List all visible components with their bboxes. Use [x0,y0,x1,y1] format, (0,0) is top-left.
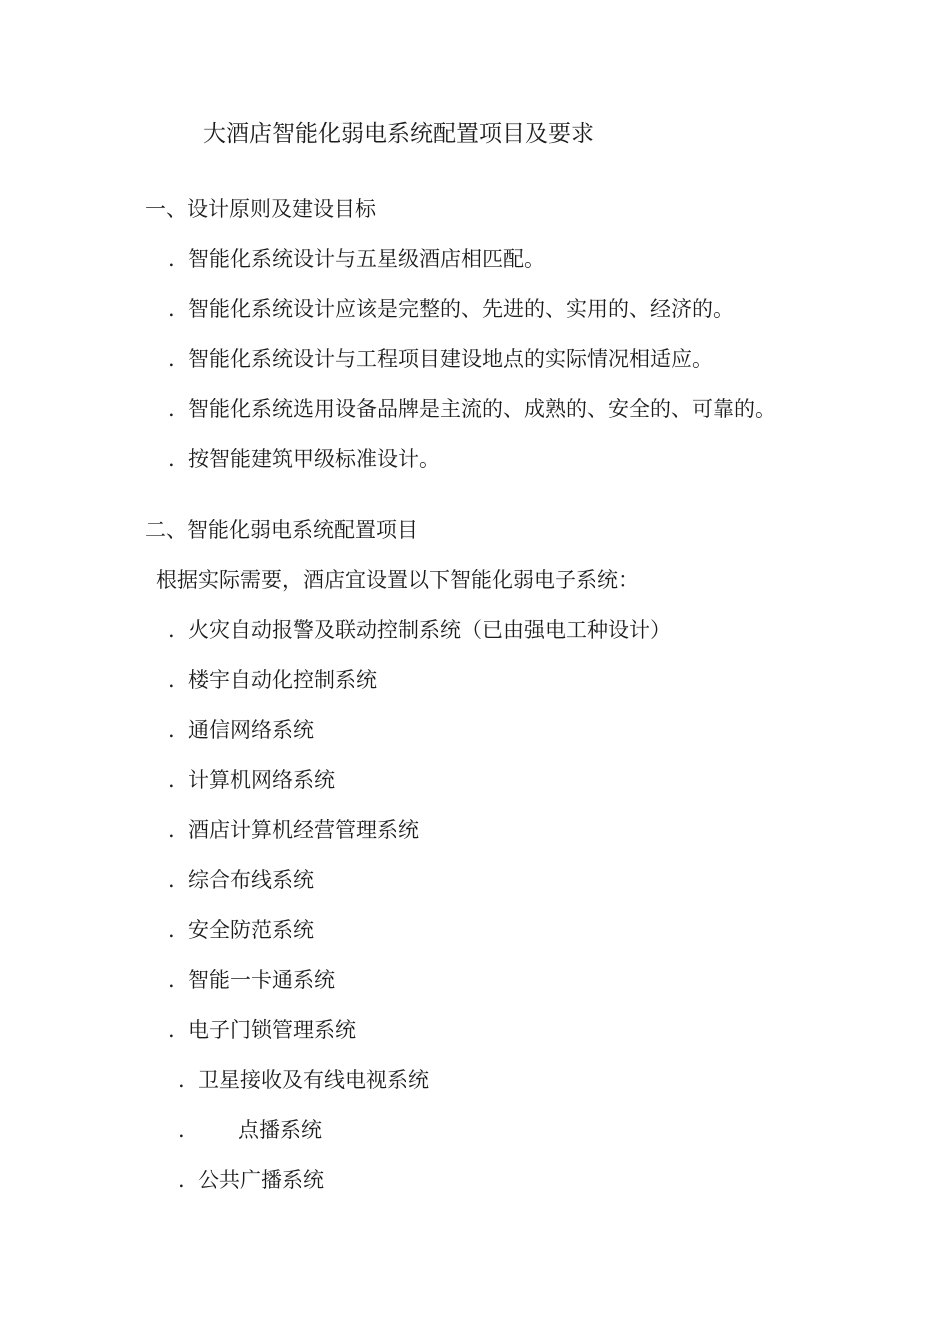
list-item [178,1166,324,1194]
bullet-mark: . [168,668,175,692]
list-item [178,1116,322,1144]
bullet-mark: . [168,347,175,371]
list-item-text: 点播系统 [238,1118,322,1142]
list-item [168,716,314,744]
list-item [168,866,314,894]
bullet-mark: . [168,1018,175,1042]
list-item-text: 公共广播系统 [198,1168,324,1192]
document-title: 大酒店智能化弱电系统配置项目及要求 [203,121,594,147]
bullet-mark: . [168,618,175,642]
bullet-mark: . [168,968,175,992]
bullet-mark: . [168,768,175,792]
list-item [168,445,440,473]
list-item [168,616,671,644]
list-item-text: 安全防范系统 [188,918,314,942]
list-item-text: 按智能建筑甲级标准设计。 [188,447,440,471]
section2-heading: 二、智能化弱电系统配置项目 [145,518,418,542]
list-item-text: 智能化系统选用设备品牌是主流的、成熟的、安全的、可靠的。 [188,397,776,421]
list-item [168,666,377,694]
list-item-text: 智能化系统设计与工程项目建设地点的实际情况相适应。 [188,347,713,371]
bullet-mark: . [168,868,175,892]
list-item [168,766,335,794]
list-item-text: 卫星接收及有线电视系统 [198,1068,429,1092]
section2-intro: 根据实际需要，酒店宜设置以下智能化弱电子系统： [156,568,639,592]
bullet-mark: . [168,818,175,842]
bullet-mark: . [178,1168,185,1192]
list-item-text: 酒店计算机经营管理系统 [188,818,419,842]
list-item-text: 计算机网络系统 [188,768,335,792]
bullet-mark: . [168,918,175,942]
list-item-text: 综合布线系统 [188,868,314,892]
list-item [168,816,419,844]
list-item-text: 通信网络系统 [188,718,314,742]
bullet-mark: . [168,247,175,271]
list-item-text: 楼宇自动化控制系统 [188,668,377,692]
list-item [168,966,335,994]
list-item-text: 火灾自动报警及联动控制系统（已由强电工种设计） [188,618,671,642]
bullet-mark: . [168,447,175,471]
list-item [168,295,734,323]
list-item [168,916,314,944]
list-item [178,1066,429,1094]
bullet-mark: . [168,718,175,742]
list-item [168,395,776,423]
list-item [168,345,713,373]
list-item-text: 电子门锁管理系统 [188,1018,356,1042]
list-item [168,245,545,273]
list-item [168,1016,356,1044]
bullet-mark: . [168,397,175,421]
bullet-mark: . [168,297,175,321]
section1-heading: 一、设计原则及建设目标 [145,197,376,221]
list-item-text: 智能一卡通系统 [188,968,335,992]
list-item-text: 智能化系统设计应该是完整的、先进的、实用的、经济的。 [188,297,734,321]
list-item-text: 智能化系统设计与五星级酒店相匹配。 [188,247,545,271]
bullet-mark: . [178,1118,185,1142]
bullet-mark: . [178,1068,185,1092]
